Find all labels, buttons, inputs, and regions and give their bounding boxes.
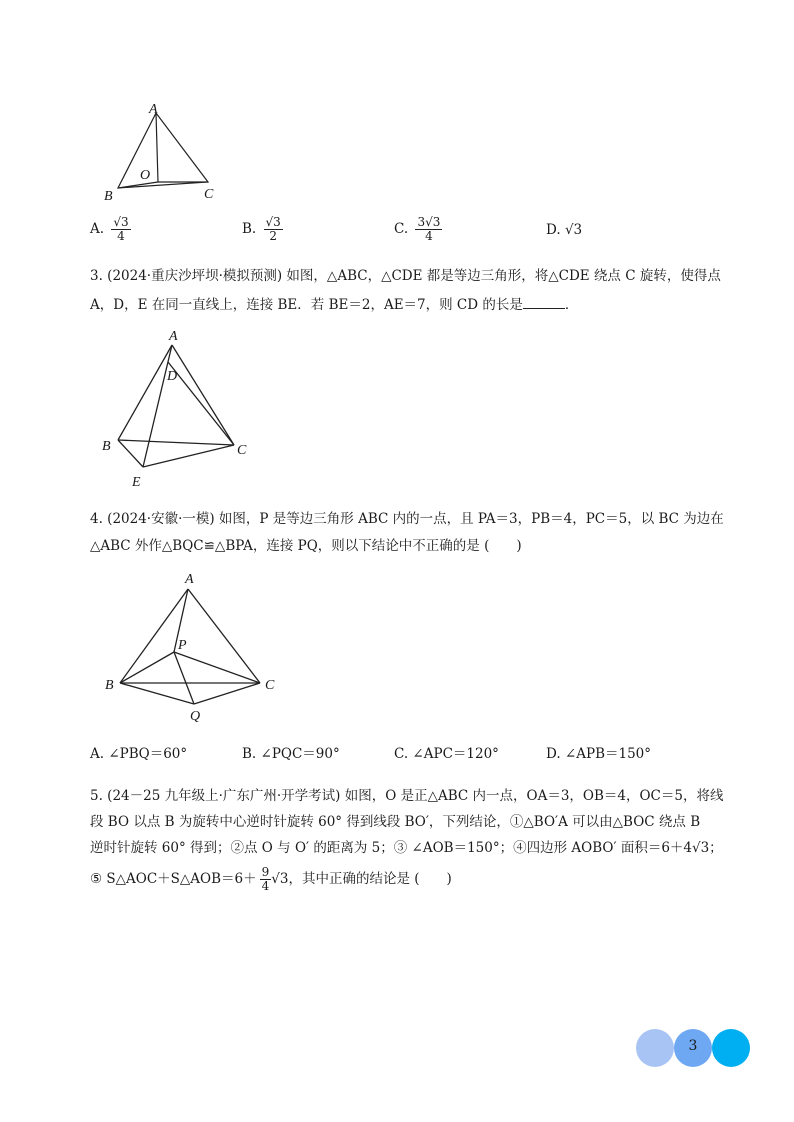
q4-option-b[interactable]: B. ∠PQC＝90°: [242, 746, 340, 762]
fraction: $\frac{3√3}{4}$: [417, 215, 441, 243]
fraction: $\frac{9}{4}$: [261, 865, 270, 893]
q4-line-1: 4. (2024·安徽·一模) 如图，P 是等边三角形 ABC 内的一点，且 PA＝3，PB＝4，PC＝5，以 BC 为边在: [90, 511, 724, 527]
figure-1-triangle-abc-o: [96, 100, 226, 210]
label-o: O: [140, 168, 151, 183]
q4-line-2: △ABC 外作△BQC≌△BPA，连接 PQ，则以下结论中不正确的是 ( ): [90, 538, 522, 554]
answer-blank[interactable]: [523, 294, 565, 309]
q2-option-b[interactable]: B. $\frac{√3}{2}$: [242, 215, 281, 243]
q4-option-a[interactable]: A. ∠PBQ＝60°: [90, 746, 188, 762]
page-number: 3: [688, 1038, 698, 1054]
q2-option-a[interactable]: A. $\frac{√3}{4}$: [90, 215, 129, 243]
badge-circle-left: [636, 1029, 674, 1067]
q5-line-3: 逆时针旋转 60° 得到；②点 O 与 O′ 的距离为 5；③ ∠AOB＝150°；④四边形 AOBO′ 面积＝6＋4√3；: [90, 840, 723, 856]
page-number-badge: [636, 1029, 752, 1067]
label-a: A: [149, 102, 158, 117]
label-a: A: [185, 572, 194, 587]
label-c: C: [237, 443, 247, 458]
q5-line-4: ⑤ S△AOC＋S△AOB＝6＋ $\frac{9}{4}$ √3，其中正确的结论是 ( ): [90, 865, 452, 893]
q2-option-c[interactable]: C. $\frac{3√3}{4}$: [394, 215, 441, 243]
figure-q4-triangle-pq: [96, 566, 296, 731]
q3-line-2: A，D，E 在同一直线上，连接 BE．若 BE＝2，AE＝7，则 CD 的长是 ．: [90, 294, 578, 315]
label-c: C: [204, 187, 214, 202]
label-c: C: [265, 678, 275, 693]
label-e: E: [132, 475, 141, 490]
label-a: A: [169, 329, 178, 344]
q4-option-c[interactable]: C. ∠APC＝120°: [394, 746, 499, 762]
fraction: $\frac{√3}{4}$: [113, 215, 129, 243]
label-d: D: [167, 369, 178, 384]
label-b: B: [104, 189, 113, 204]
label-b: B: [105, 678, 114, 693]
figure-q3-triangles: [96, 320, 266, 495]
badge-circle-right: [712, 1029, 750, 1067]
q4-option-d[interactable]: D. ∠APB＝150°: [546, 746, 652, 762]
label-q: Q: [190, 709, 201, 724]
q5-line-2: 段 BO 以点 B 为旋转中心逆时针旋转 60° 得到线段 BO′，下列结论，①△BO′A 可以由△BOC 绕点 B: [90, 814, 701, 830]
label-p: P: [178, 638, 187, 653]
q5-line-1: 5. (24－25 九年级上·广东广州·开学考试) 如图，O 是正△ABC 内一点，OA＝3，OB＝4，OC＝5，将线: [90, 788, 724, 804]
label-b: B: [102, 439, 111, 454]
q3-line-1: 3. (2024·重庆沙坪坝·模拟预测) 如图，△ABC，△CDE 都是等边三角形，将△CDE 绕点 C 旋转，使得点: [90, 268, 721, 284]
fraction: $\frac{√3}{2}$: [265, 215, 281, 243]
q2-option-d[interactable]: D. √3: [546, 222, 583, 238]
